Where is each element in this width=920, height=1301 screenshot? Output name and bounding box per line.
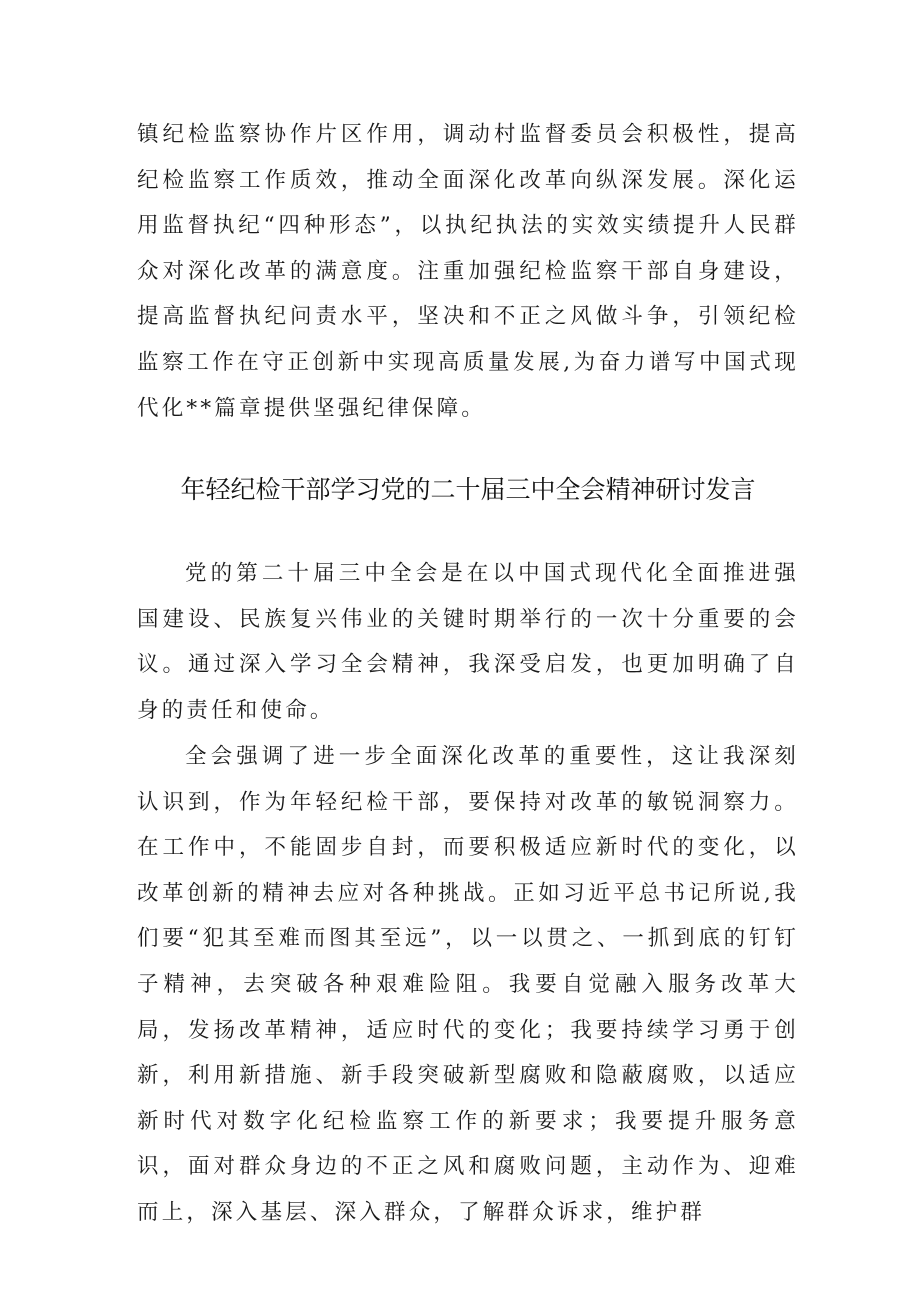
body-paragraph-1: 党的第二十届三中全会是在以中国式现代化全面推进强国建设、民族复兴伟业的关键时期举行的一次十分重要的会议。通过深入学习全会精神，我深受启发，也更加明确了自身的责任和使命。 bbox=[137, 561, 799, 723]
continuation-paragraph: 镇纪检监察协作片区作用，调动村监督委员会积极性，提高纪检监察工作质效，推动全面深化改革向纵深发展。深化运用监督执纪“四种形态”，以执纪执法的实效实绩提升人民群众对深化改革的满意度。注重加强纪检监察干部自身建设，提高监督执纪问责水平，坚决和不正之风做斗争，引领纪检监察工作在守正创新中实现高质量发展,为奋力谱写中国式现代化**篇章提供坚强纪律保障。 bbox=[137, 122, 799, 421]
body-paragraph-2: 全会强调了进一步全面深化改革的重要性，这让我深刻认识到，作为年轻纪检干部，要保持对改革的敏锐洞察力。在工作中，不能固步自封，而要积极适应新时代的变化，以改革创新的精神去应对各种挑战。正如习近平总书记所说,我们要“犯其至难而图其至远”，以一以贯之、一抓到底的钉钉子精神，去突破各种艰难险阻。我要自觉融入服务改革大局，发扬改革精神，适应时代的变化；我要持续学习勇于创新，利用新措施、新手段突破新型腐败和隐蔽腐败，以适应新时代对数字化纪检监察工作的新要求；我要提升服务意识，面对群众身边的不正之风和腐败问题，主动作为、迎难而上，深入基层、深入群众，了解群众诉求，维护群 bbox=[137, 744, 799, 1225]
document-title: 年轻纪检干部学习党的二十届三中全会精神研讨发言 bbox=[180, 475, 756, 504]
